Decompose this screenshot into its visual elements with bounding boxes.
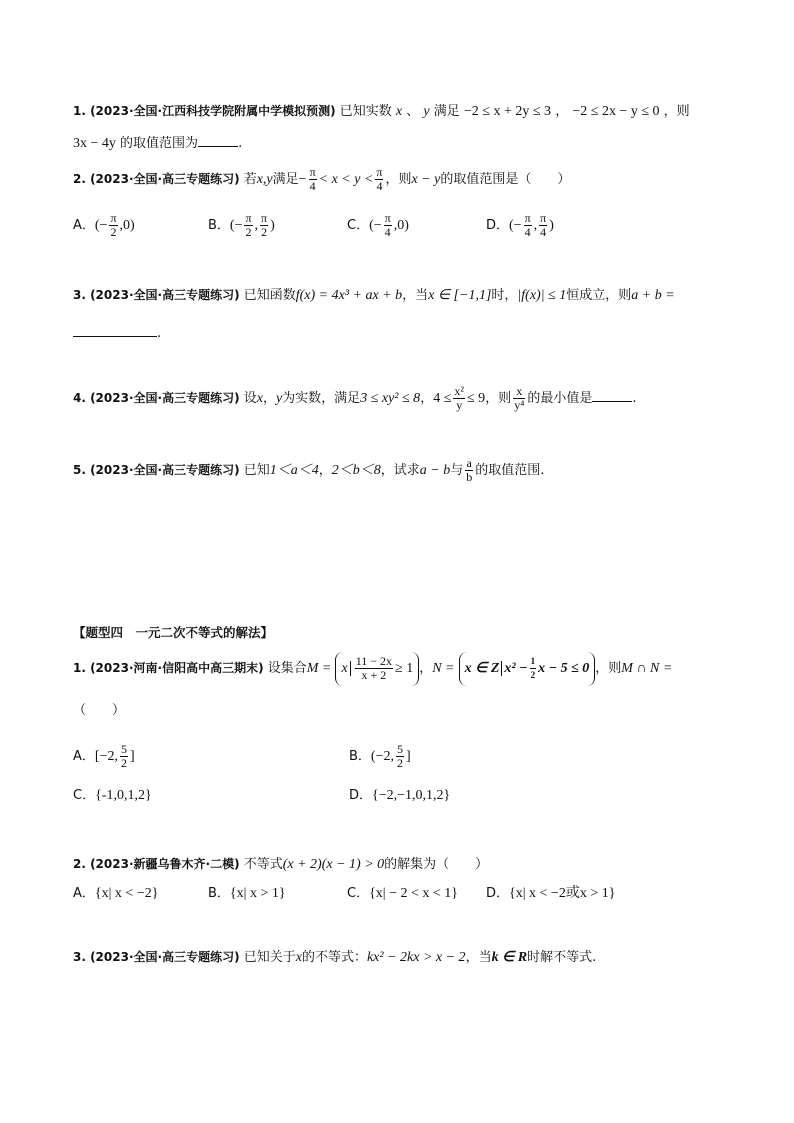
fraction-a-b: $\frac{a}{b}$ [466, 456, 473, 484]
math-expression: x − y [411, 172, 441, 187]
problem-text: 的取值范围是（ ） [440, 172, 571, 187]
fraction-x2-y: $\frac{\text{x²}}{y}$ [454, 384, 464, 412]
problem-b1 [73, 651, 672, 686]
problem-text: 已知函数 [243, 288, 296, 303]
math-function: f(x) = 4x³ + ax + b [295, 288, 403, 303]
section-heading: 【题型四 一元二次不等式的解法】 [73, 625, 274, 640]
problem-a1-line2 [73, 132, 242, 154]
problem-source: (2023·全国·高三专题练习) [90, 391, 240, 405]
problem-text: ，试求 [380, 463, 420, 478]
problem-text: ，则 [485, 391, 512, 406]
option-b[interactable]: B．(− $\frac{\pi}{2}$ , $\frac{\pi}{2}$ ) [208, 211, 275, 239]
answer-blank[interactable] [592, 387, 632, 402]
math-domain: x ∈ [−1,1] [428, 288, 492, 303]
separator: ， [318, 463, 332, 478]
problem-end: . [632, 391, 637, 406]
problem-source: (2023·新疆乌鲁木齐·二模) [90, 857, 240, 871]
separator: 、 [406, 104, 420, 119]
problem-text: ，当 [402, 288, 429, 303]
fraction-x-y4: $\frac{x}{\text{y⁴}}$ [514, 384, 525, 412]
problem-number: 4. [73, 391, 86, 405]
problem-a2 [73, 166, 570, 193]
set-m: x $\frac{11 - 2x}{x + 2}$ ≥ 1 [335, 652, 419, 686]
problem-text: 的取值范围. [475, 463, 545, 478]
problem-number: 1. [73, 661, 86, 675]
math-condition: 3 ≤ xy² ≤ 8 [360, 391, 421, 406]
problem-text: 已知 [243, 463, 270, 478]
problem-number: 3. [73, 950, 86, 964]
option-c[interactable]: C．(− $\frac{\pi}{4}$ ,0) [347, 211, 409, 239]
option-c[interactable]: C．{x| − 2 < x < 1} [347, 886, 459, 901]
separator: ， [555, 104, 569, 119]
math-condition: < x < y < [318, 172, 374, 187]
problem-b1-paren: （ ） [73, 703, 126, 718]
problem-source: (2023·全国·高三专题练习) [90, 172, 240, 186]
problem-a3-line2 [73, 322, 161, 344]
problem-text: 已知实数 [339, 104, 392, 119]
problem-text: 的最小值是 [527, 391, 593, 406]
answer-blank[interactable] [73, 322, 157, 337]
option-a[interactable]: A．{x| x < −2} [73, 886, 159, 901]
problem-text: ，当 [465, 950, 492, 965]
problem-number: 2. [73, 857, 86, 871]
math-var: x [295, 950, 302, 965]
problem-text: 为实数，满足 [282, 391, 361, 406]
math-expression: a + b = [631, 288, 675, 303]
option-c[interactable]: C．{-1,0,1,2} [73, 788, 152, 803]
option-a[interactable]: A．[−2, $\frac{5}{2}$ ] [73, 742, 135, 770]
option-d[interactable]: D．(− $\frac{\pi}{4}$ , $\frac{\pi}{4}$ ) [486, 211, 554, 239]
math-condition: −2 ≤ x + 2y ≤ 3 [463, 104, 552, 119]
separator: ， [419, 661, 433, 676]
math-inequality: kx² − 2kx > x − 2 [366, 950, 466, 965]
fraction-pi-4: $\frac{\pi}{4}$ [309, 165, 316, 193]
separator: ， [262, 391, 276, 406]
option-d[interactable]: D．{x| x < −2或x > 1} [486, 886, 616, 901]
problem-a4 [73, 384, 637, 413]
math-condition: ≤ 9 [467, 391, 486, 406]
problem-text: 的不等式： [301, 950, 367, 965]
problem-text: 与 [450, 463, 464, 478]
math-var: y [275, 391, 283, 406]
math-expression: 3x − 4y [73, 136, 116, 151]
problem-number: 1. [73, 104, 86, 118]
set-n: x ∈ Z x² − $\frac{1}{2}$ x − 5 ≤ 0 [459, 652, 596, 686]
problem-source: (2023·全国·高三专题练习) [90, 463, 240, 477]
problem-text: 的取值范围为 [120, 136, 199, 151]
problem-text: 的解集为（ ） [384, 857, 489, 872]
option-a[interactable]: A．(− $\frac{\pi}{2}$ ,0) [73, 211, 135, 239]
problem-a5 [73, 456, 544, 485]
math-set-name: M = [306, 661, 332, 676]
math-expression: a − b [419, 463, 451, 478]
problem-text: 满足 [272, 172, 299, 187]
problem-source: (2023·全国·高三专题练习) [90, 950, 240, 964]
problem-text: ，则 [385, 172, 412, 187]
math-sign: − [298, 172, 307, 187]
math-condition: |f(x)| ≤ 1 [517, 288, 567, 303]
problem-text: ，则 [595, 661, 622, 676]
problem-source: (2023·河南·信阳高中高三期末) [90, 661, 264, 675]
option-b[interactable]: B．{x| x > 1} [208, 886, 286, 901]
math-var: y [423, 104, 430, 119]
problem-number: 5. [73, 463, 86, 477]
problem-end: . [157, 326, 162, 341]
problem-source: (2023·全国·高三专题练习) [90, 288, 240, 302]
problem-text: 时， [491, 288, 518, 303]
problem-source: (2023·全国·江西科技学院附属中学模拟预测) [90, 104, 336, 118]
problem-text: 设集合 [267, 661, 307, 676]
problem-text: 不等式 [243, 857, 283, 872]
problem-b3 [73, 947, 596, 968]
math-var: x,y [256, 172, 273, 187]
math-condition: 1＜a＜4 [269, 463, 319, 478]
problem-text: ，则 [663, 104, 690, 119]
math-condition: 4 ≤ [433, 391, 452, 406]
math-var: x [395, 104, 403, 119]
problem-number: 2. [73, 172, 86, 186]
problem-text: 满足 [433, 104, 460, 119]
problem-number: 3. [73, 288, 86, 302]
problem-a1 [73, 101, 690, 122]
problem-text: 恒成立，则 [566, 288, 632, 303]
math-expression: M ∩ N = [621, 661, 673, 676]
problem-b2 [73, 854, 488, 875]
math-condition: −2 ≤ 2x − y ≤ 0 [572, 104, 660, 119]
problem-text: 时解不等式. [527, 950, 597, 965]
problem-text: 若 [243, 172, 257, 187]
separator: ， [420, 391, 434, 406]
problem-end: . [238, 136, 243, 151]
math-set-name: N = [432, 661, 455, 676]
problem-text: 已知关于 [243, 950, 296, 965]
problem-text: 设 [243, 391, 257, 406]
problem-a3 [73, 285, 675, 306]
fraction-pi-4: $\frac{\pi}{4}$ [376, 165, 383, 193]
answer-blank[interactable] [198, 132, 238, 147]
math-inequality: (x + 2)(x − 1) > 0 [282, 857, 385, 872]
math-var: x [256, 391, 263, 406]
math-condition: 2＜b＜8 [331, 463, 381, 478]
math-condition: k ∈ R [491, 950, 528, 965]
option-b[interactable]: B．(−2, $\frac{5}{2}$ ] [349, 742, 411, 770]
option-d[interactable]: D．{−2,−1,0,1,2} [349, 788, 451, 803]
